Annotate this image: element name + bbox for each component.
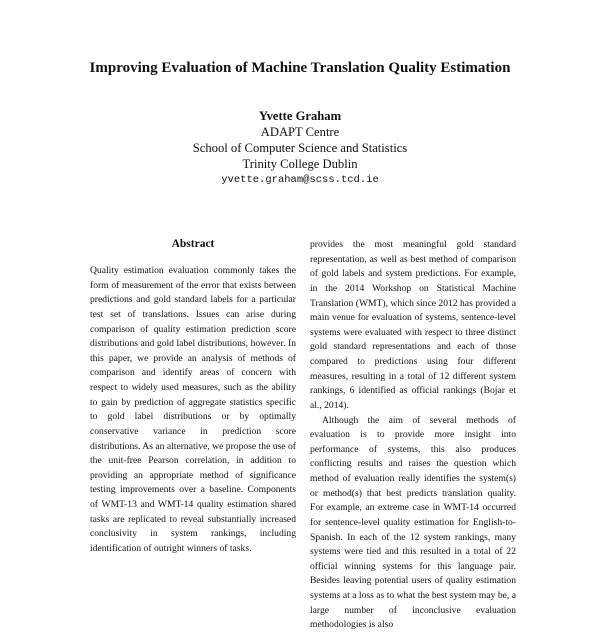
body-paragraph: provides the most meaningful gold standard representation, as well as best method of comparison of gold labels and system predictions. For example, in the 2014 Workshop on Statistical Machine Translation (WMT), which since 2012 has provided a main venue for evaluation of systems, sentence-level systems were evaluated with respect to three distinct gold standard representations and each of those compared to predictions using four different measures, resulting in a total of 12 different system rankings, 6 identified as official rankings (Bojar et al., 2014). <box>310 239 516 411</box>
abstract-column <box>90 264 296 600</box>
affiliation-line: ADAPT Centre <box>260 125 340 139</box>
author-block <box>0 108 600 188</box>
affiliation-line: School of Computer Science and Statistics <box>192 141 408 155</box>
paper-title: Improving Evaluation of Machine Translation Quality Estimation <box>89 60 511 76</box>
author-name: Yvette Graham <box>258 109 342 123</box>
abstract-heading: Abstract <box>171 238 215 250</box>
affiliation-line: Trinity College Dublin <box>242 157 358 171</box>
author-email: yvette.graham@scss.tcd.ie <box>221 174 379 186</box>
abstract-text: Quality estimation evaluation commonly takes the form of measurement of the error that exists between predictions and gold standard labels for a particular test set of translations. Issues can arise during comparison of quality estimation prediction score distributions and gold label distributions, however. In this paper, we provide an analysis of methods of comparison and identify areas of concern with respect to widely used measures, such as the ability to gain by prediction of aggregate statistics specific to gold label distributions or by optimally conservative variance in prediction score distributions. As an alternative, we propose the use of the unit-free Pearson correlation, in addition to providing an appropriate method of significance testing improvements over a baseline. Components of WMT-13 and WMT-14 quality estimation shared tasks are replicated to reveal substantially increased conclusivity in system rankings, including identification of outright winners of tasks. <box>90 265 296 554</box>
body-paragraph: Although the aim of several methods of evaluation is to provide more insight into performance of systems, this also produces conflicting results and raises the question which method of evaluation really identifies the system(s) or method(s) that best predicts translation quality. For example, an extreme case in WMT-14 occurred for sentence-level quality estimation for English-to-Spanish. In each of the 12 system rankings, many systems were tied and this resulted in a total of 22 official winning systems for this language pair. Besides leaving potential users of quality estimation systems at a loss as to what the best system may be, a large number of inconclusive evaluation methodologies is also <box>310 414 516 631</box>
body-column-right <box>310 238 516 631</box>
